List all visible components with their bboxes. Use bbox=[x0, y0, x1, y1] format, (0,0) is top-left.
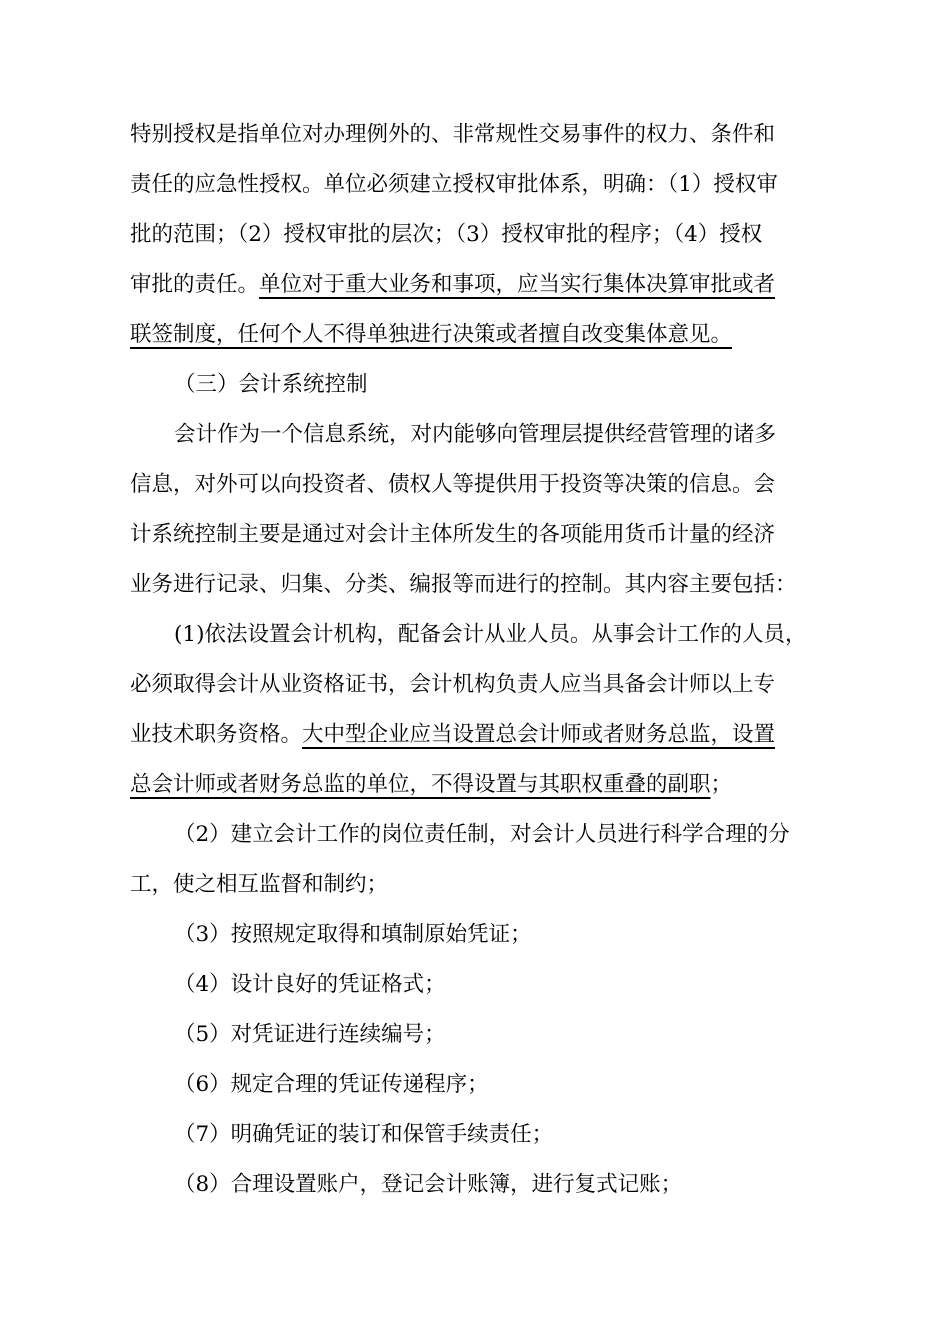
text-segment: （8）合理设置账户，登记会计账簿，进行复式记账； bbox=[174, 1172, 683, 1197]
list-item bbox=[174, 921, 532, 949]
text-segment: 会计作为一个信息系统，对内能够向管理层提供经营管理的诸多 bbox=[174, 422, 777, 447]
text-line bbox=[174, 621, 806, 649]
text-segment: 工，使之相互监督和制约； bbox=[130, 872, 389, 897]
text-segment: 批的范围；（2）授权审批的层次；（3）授权审批的程序；（4）授权 bbox=[130, 222, 763, 247]
text-line bbox=[130, 871, 388, 899]
text-line bbox=[130, 271, 775, 299]
text-segment: （5）对凭证进行连续编号； bbox=[174, 1022, 446, 1047]
text-segment: （三）会计系统控制 bbox=[174, 372, 368, 397]
text-line bbox=[174, 421, 776, 449]
text-segment: 计系统控制主要是通过对会计主体所发生的各项能用货币计量的经济 bbox=[130, 522, 776, 547]
text-segment: 信息，对外可以向投资者、债权人等提供用于投资等决策的信息。会 bbox=[130, 472, 776, 497]
underlined-text: 联签制度，任何个人不得单独进行决策或者擅自改变集体意见。 bbox=[130, 322, 733, 347]
list-item bbox=[174, 1171, 682, 1199]
text-segment: （6）规定合理的凭证传递程序； bbox=[174, 1072, 489, 1097]
underlined-text: 大中型企业应当设置总会计师或者财务总监，设置 bbox=[302, 722, 776, 747]
text-segment: （4）设计良好的凭证格式； bbox=[174, 972, 446, 997]
section-heading bbox=[174, 371, 368, 399]
text-segment: （7）明确凭证的装订和保管手续责任； bbox=[174, 1122, 554, 1147]
list-item bbox=[174, 1021, 446, 1049]
text-line bbox=[130, 571, 797, 599]
list-item bbox=[174, 971, 446, 999]
text-line bbox=[130, 321, 732, 349]
text-segment: 业务进行记录、归集、分类、编报等而进行的控制。其内容主要包括： bbox=[130, 572, 797, 597]
text-line bbox=[130, 521, 775, 549]
text-segment: 业技术职务资格。 bbox=[130, 722, 303, 747]
list-item bbox=[174, 1121, 553, 1149]
text-line bbox=[130, 471, 775, 499]
text-line bbox=[130, 771, 732, 799]
text-line bbox=[130, 721, 775, 749]
list-item bbox=[174, 1071, 489, 1099]
text-line bbox=[130, 121, 775, 149]
text-line bbox=[130, 671, 775, 699]
underlined-text: 单位对于重大业务和事项，应当实行集体决算审批或者 bbox=[259, 272, 776, 297]
text-segment: 特别授权是指单位对办理例外的、非常规性交易事件的权力、条件和 bbox=[130, 122, 776, 147]
text-segment: 审批的责任。 bbox=[130, 272, 260, 297]
text-line bbox=[130, 221, 762, 249]
text-line bbox=[174, 821, 790, 849]
text-segment: 必须取得会计从业资格证书，会计机构负责人应当具备会计师以上专 bbox=[130, 672, 776, 697]
text-line bbox=[130, 171, 778, 199]
text-segment: 责任的应急性授权。单位必须建立授权审批体系，明确：（1）授权审 bbox=[130, 172, 778, 197]
text-segment: （2）建立会计工作的岗位责任制，对会计人员进行科学合理的分 bbox=[174, 822, 790, 847]
underlined-text: 总会计师或者财务总监的单位，不得设置与其职权重叠的副职 bbox=[130, 772, 711, 797]
text-segment: (1)依法设置会计机构，配备会计从业人员。从事会计工作的人员， bbox=[174, 622, 807, 647]
text-segment: （3）按照规定取得和填制原始凭证； bbox=[174, 922, 532, 947]
text-segment: ； bbox=[710, 772, 733, 797]
